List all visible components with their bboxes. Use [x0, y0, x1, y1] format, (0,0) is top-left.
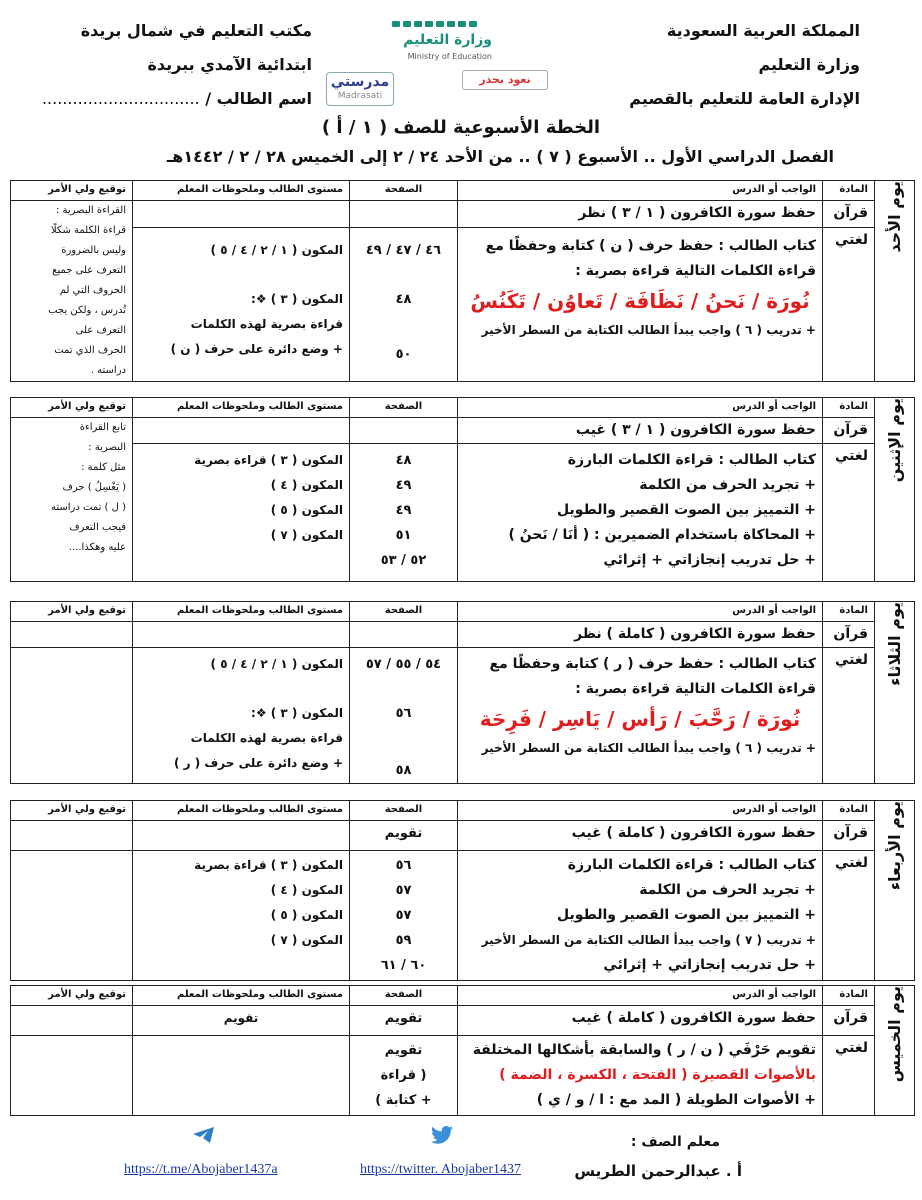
subject-lughati: لغتي [823, 227, 875, 381]
day-name: يوم الثلاثاء [885, 602, 904, 686]
page-number: ٥١ [395, 528, 412, 543]
page-number: ٦٠ / ٦١ [380, 958, 427, 973]
page-number: ٥٩ [395, 933, 412, 948]
teacher-name: أ . عبدالرحمن الطريس [574, 1162, 742, 1180]
level-item: المكون ( ٤ ) [270, 883, 343, 897]
header-student-line [40, 82, 312, 116]
thursday-table [10, 985, 915, 1116]
lesson-line: + حل تدريب إنجازاتي + إثرائي [603, 552, 816, 568]
subject-quran: قرآن [823, 1006, 875, 1036]
parent-note: تابع القراءة البصرية : مثل كلمة : ( يَغْسِلُ ) حرف ( ل ) تمت دراسته فيجب التعرف عليه وهكذا.... [11, 418, 133, 582]
level-item: المكون ( ٣ ) ❖: [251, 706, 343, 720]
lughati-lessons [458, 227, 823, 381]
pages-cell [350, 851, 458, 981]
col-page: الصفحة [350, 986, 458, 1006]
subject-lughati: لغتي [823, 444, 875, 582]
col-signature: توقيع ولي الأمر [11, 801, 133, 821]
visual-reading-words: نُورَة / نَحنُ / نَظَافَة / تَعاوُن / تَكَنُسُ [470, 288, 810, 313]
page-number: ٤٩ [395, 503, 412, 518]
lesson-line: كتاب الطالب : قراءة الكلمات البارزة [567, 452, 816, 468]
pages-cell [350, 444, 458, 582]
level-item: المكون ( ٣ ) ❖: [251, 291, 343, 306]
lesson-line: كتاب الطالب : حفظ حرف ( ن ) كتابة وحفظًا مع [485, 237, 816, 254]
quran-lesson: حفظ سورة الكافرون ( كاملة ) غيب [458, 821, 823, 851]
day-cell [875, 986, 915, 1116]
lesson-line: + الأصوات الطويلة ( المد مع : ا / و / ي ) [536, 1092, 816, 1108]
ministry-logo-english: Ministry of Education [407, 52, 492, 61]
page-number: ٥٤ / ٥٥ / ٥٧ [365, 657, 442, 672]
col-level: مستوى الطالب وملحوظات المعلم [133, 602, 350, 622]
lesson-line: + تدريب ( ٧ ) واجب يبدأ الطالب الكتابة من السطر الأخير [481, 933, 816, 947]
subject-quran: قرآن [823, 622, 875, 648]
day-cell [875, 801, 915, 981]
level-item: + وضع دائرة على حرف ( ن ) [170, 341, 343, 356]
pages-cell [350, 648, 458, 784]
header-ministry: وزارة التعليم [758, 55, 860, 74]
wednesday-table [10, 800, 915, 981]
page-number: ٤٦ / ٤٧ / ٤٩ [365, 242, 442, 258]
col-level: مستوى الطالب وملحوظات المعلم [133, 181, 350, 201]
madrasati-logo-text: مدرستي [330, 74, 390, 90]
header-school: ابتدائية الآمدي ببريدة [147, 55, 312, 74]
page-number: + كتابة ) [375, 1093, 432, 1108]
parent-note: القراءة البصرية : قراءة الكلمة شكلًا وليس بالضرورة التعرف على جميع الحروف التي لم تُدرس ، ولكن يجب التعرف على الحرف الذي تمت دراسته . [11, 201, 133, 382]
col-signature: توقيع ولي الأمر [11, 602, 133, 622]
page-footer [0, 1124, 922, 1200]
col-subject: المادة [823, 801, 875, 821]
col-page: الصفحة [350, 602, 458, 622]
level-item: المكون ( ٧ ) [270, 933, 343, 947]
level-item: المكون ( ١ / ٢ / ٤ / ٥ ) [210, 657, 343, 671]
lesson-line: + حل تدريب إنجازاتي + إثرائي [603, 957, 816, 973]
lughati-lessons [458, 648, 823, 784]
subject-quran: قرآن [823, 201, 875, 228]
page-number: ٤٨ [395, 453, 412, 468]
col-lesson: الواجب أو الدرس [458, 801, 823, 821]
ministry-logo-bars-icon [392, 12, 492, 34]
page-number: ٥٢ / ٥٣ [380, 553, 427, 568]
col-subject: المادة [823, 398, 875, 418]
header-kingdom: المملكة العربية السعودية [666, 21, 860, 40]
ministry-logo [330, 10, 500, 65]
twitter-icon [430, 1126, 454, 1144]
col-level: مستوى الطالب وملحوظات المعلم [133, 986, 350, 1006]
col-level: مستوى الطالب وملحوظات المعلم [133, 801, 350, 821]
telegram-link[interactable]: https://t.me/Abojaber1437a [124, 1162, 278, 1177]
page-number: ( قراءة [380, 1068, 427, 1083]
quran-page: تقويم [350, 821, 458, 851]
page-number: ٥٠ [395, 346, 412, 362]
page-number: ٥٨ [395, 763, 412, 778]
lesson-line: + المحاكاة باستخدام الضميرين : ( أنَا / نَحنُ ) [508, 527, 816, 543]
visual-reading-words: نُورَة / رَحَّبَ / رَأس / يَاسِر / فَرِحَة [479, 707, 801, 731]
quran-lesson: حفظ سورة الكافرون ( ١ / ٣ ) غيب [458, 418, 823, 444]
teacher-label: معلم الصف : [630, 1134, 720, 1150]
day-name: يوم الأحد [885, 181, 904, 253]
day-name: يوم الإثنين [885, 398, 904, 483]
lesson-line: + تجريد الحرف من الكلمة [639, 477, 816, 493]
col-subject: المادة [823, 602, 875, 622]
lesson-line: تقويم حَرْفَي ( ن / ر ) والسابقة بأشكالها المختلفة [472, 1042, 816, 1058]
col-page: الصفحة [350, 181, 458, 201]
level-item: المكون ( ٧ ) [270, 528, 343, 542]
nouud-bihadhar-logo: نعود بحذر [462, 70, 548, 90]
telegram-icon [192, 1126, 216, 1144]
page-header [0, 0, 922, 118]
header-left-block [40, 14, 312, 116]
page-title: الخطة الأسبوعية للصف ( ١ / أ ) [321, 117, 601, 138]
col-signature: توقيع ولي الأمر [11, 986, 133, 1006]
tuesday-table [10, 601, 915, 784]
ministry-logo-text: وزارة التعليم [403, 32, 492, 48]
page-number: ٤٨ [395, 291, 412, 307]
header-right-block [570, 14, 860, 116]
lesson-line: + تدريب ( ٦ ) واجب يبدأ الطالب الكتابة من السطر الأخير [481, 322, 816, 337]
col-level: مستوى الطالب وملحوظات المعلم [133, 398, 350, 418]
lesson-line: بالأصوات القصيرة ( الفتحة ، الكسرة ، الضمة ) [499, 1067, 816, 1083]
levels-cell [133, 648, 350, 784]
lesson-line: + تدريب ( ٦ ) واجب يبدأ الطالب الكتابة من السطر الأخير [481, 741, 816, 755]
monday-table [10, 397, 915, 582]
level-item: المكون ( ٣ ) قراءة بصرية [194, 453, 343, 467]
col-signature: توقيع ولي الأمر [11, 398, 133, 418]
sunday-table [10, 180, 915, 382]
lughati-lessons [458, 1036, 823, 1116]
subject-quran: قرآن [823, 418, 875, 444]
col-page: الصفحة [350, 398, 458, 418]
day-name: يوم الخميس [885, 986, 904, 1083]
lesson-line: قراءة الكلمات التالية قراءة بصرية : [575, 262, 816, 279]
quran-lesson: حفظ سورة الكافرون ( ١ / ٣ ) نظر [458, 201, 823, 228]
col-subject: المادة [823, 181, 875, 201]
quran-lesson: حفظ سورة الكافرون ( كاملة ) غيب [458, 1006, 823, 1036]
levels-cell [133, 444, 350, 582]
page-number: ٤٩ [395, 478, 412, 493]
lughati-lessons [458, 851, 823, 981]
subject-quran: قرآن [823, 821, 875, 851]
lesson-line: قراءة الكلمات التالية قراءة بصرية : [575, 681, 816, 697]
col-signature: توقيع ولي الأمر [11, 181, 133, 201]
student-label: اسم الطالب / [205, 89, 312, 108]
subject-lughati: لغتي [823, 851, 875, 981]
day-cell [875, 181, 915, 382]
page-number: تقويم [384, 1043, 423, 1058]
quran-level: تقويم [133, 1006, 350, 1036]
subject-lughati: لغتي [823, 648, 875, 784]
quran-lesson: حفظ سورة الكافرون ( كاملة ) نظر [458, 622, 823, 648]
week-subtitle: الفصل الدراسي الأول .. الأسبوع ( ٧ ) .. من الأحد ٢٤ / ٢ إلى الخميس ٢٨ / ٢ / ١٤٤٢هـ [166, 147, 834, 166]
lesson-line: + تجريد الحرف من الكلمة [639, 882, 816, 898]
col-lesson: الواجب أو الدرس [458, 602, 823, 622]
quran-page: تقويم [350, 1006, 458, 1036]
level-item: قراءة بصرية لهذه الكلمات [190, 316, 343, 331]
level-item: + وضع دائرة على حرف ( ر ) [173, 756, 343, 770]
header-directorate: الإدارة العامة للتعليم بالقصيم [629, 89, 860, 108]
level-item: المكون ( ١ / ٢ / ٤ / ٥ ) [210, 242, 343, 257]
lesson-line: كتاب الطالب : قراءة الكلمات البارزة [567, 857, 816, 873]
lughati-lessons [458, 444, 823, 582]
page-number: ٥٧ [395, 908, 412, 923]
header-office: مكتب التعليم في شمال بريدة [80, 21, 312, 40]
day-name: يوم الأربعاء [885, 801, 904, 891]
lesson-line: كتاب الطالب : حفظ حرف ( ر ) كتابة وحفظًا مع [489, 656, 816, 672]
level-item: المكون ( ٣ ) قراءة بصرية [194, 858, 343, 872]
page-number: ٥٦ [395, 706, 412, 721]
subject-lughati: لغتي [823, 1036, 875, 1116]
level-item: المكون ( ٤ ) [270, 478, 343, 492]
day-cell [875, 602, 915, 784]
col-lesson: الواجب أو الدرس [458, 986, 823, 1006]
lesson-line: + التمييز بين الصوت القصير والطويل [557, 907, 816, 923]
level-item: قراءة بصرية لهذه الكلمات [190, 731, 343, 745]
col-lesson: الواجب أو الدرس [458, 181, 823, 201]
col-lesson: الواجب أو الدرس [458, 398, 823, 418]
levels-cell [133, 227, 350, 381]
student-name-blank: ............................... [41, 89, 200, 108]
madrasati-logo [326, 72, 394, 106]
col-page: الصفحة [350, 801, 458, 821]
lesson-line: + التمييز بين الصوت القصير والطويل [557, 502, 816, 518]
level-item: المكون ( ٥ ) [270, 503, 343, 517]
twitter-link[interactable]: https://twitter. Abojaber1437 [360, 1162, 521, 1177]
madrasati-logo-english: Madrasati [337, 91, 383, 101]
page-number: ٥٧ [395, 883, 412, 898]
levels-cell [133, 851, 350, 981]
page-number: ٥٦ [395, 858, 412, 873]
day-cell [875, 398, 915, 582]
pages-cell [350, 227, 458, 381]
pages-cell [350, 1036, 458, 1116]
level-item: المكون ( ٥ ) [270, 908, 343, 922]
col-subject: المادة [823, 986, 875, 1006]
